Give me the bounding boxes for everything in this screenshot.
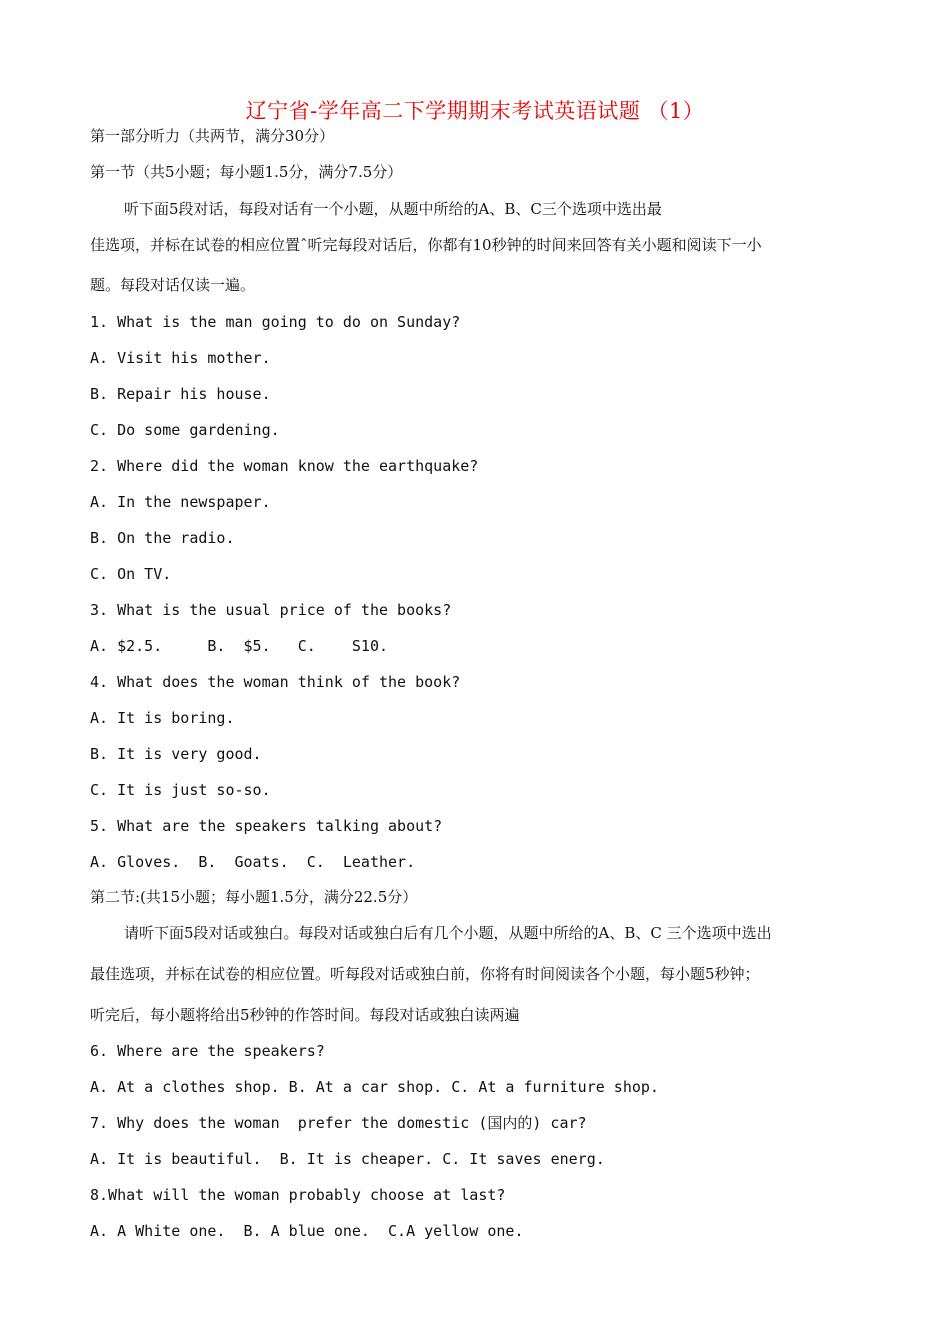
option-line: A. Gloves. B. Goats. C. Leather. — [90, 853, 416, 871]
option-line: A. In the newspaper. — [90, 493, 271, 511]
section1-heading: 第一节（共5小题；每小题1.5分，满分7.5分） — [90, 163, 403, 181]
section1-instruction-line: 听下面5段对话，每段对话有一个小题，从题中所给的A、B、C三个选项中选出最 — [124, 200, 662, 218]
question-7: 7. Why does the woman prefer the domestic (国内的) car? — [90, 1114, 587, 1132]
option-line: B. Repair his house. — [90, 385, 271, 403]
section2-heading: 第二节:(共15小题；每小题1.5分，满分22.5分） — [90, 888, 418, 906]
section1-instruction-line: 佳选项，并标在试卷的相应位置ˆ听完每段对话后，你都有10秒钟的时间来回答有关小题和阅读下一小 — [90, 236, 762, 254]
option-line: C. On TV. — [90, 565, 172, 583]
question-4: 4. What does the woman think of the book? — [90, 673, 461, 691]
question-2: 2. Where did the woman know the earthquake? — [90, 457, 479, 475]
section1-instruction-line: 题。每段对话仅读一遍。 — [90, 276, 256, 294]
option-line: C. Do some gardening. — [90, 421, 280, 439]
option-line: A. It is boring. — [90, 709, 235, 727]
option-line: A. Visit his mother. — [90, 349, 271, 367]
option-line: A. $2.5. B. $5. C. S10. — [90, 637, 389, 655]
section2-instruction-line: 请听下面5段对话或独白。每段对话或独白后有几个小题，从题中所给的A、B、C 三个选项中选出 — [124, 924, 772, 942]
question-6: 6. Where are the speakers? — [90, 1042, 325, 1060]
option-line: A. A White one. B. A blue one. C.A yellow one. — [90, 1222, 524, 1240]
option-line: C. It is just so-so. — [90, 781, 271, 799]
page-title: 辽宁省-学年高二下学期期末考试英语试题 （1） — [245, 99, 705, 123]
section2-instruction-line: 听完后，每小题将给出5秒钟的作答时间。每段对话或独白读两遍 — [90, 1006, 520, 1024]
option-line: A. It is beautiful. B. It is cheaper. C. It saves energ. — [90, 1150, 605, 1168]
part1-heading: 第一部分听力（共两节，满分30分） — [90, 127, 335, 145]
question-1: 1. What is the man going to do on Sunday? — [90, 313, 461, 331]
option-line: B. On the radio. — [90, 529, 235, 547]
section2-instruction-line: 最佳选项，并标在试卷的相应位置。听每段对话或独白前，你将有时间阅读各个小题，每小题5秒钟； — [90, 965, 760, 983]
question-3: 3. What is the usual price of the books? — [90, 601, 452, 619]
question-5: 5. What are the speakers talking about? — [90, 817, 443, 835]
option-line: B. It is very good. — [90, 745, 262, 763]
question-8: 8.What will the woman probably choose at last? — [90, 1186, 506, 1204]
option-line: A. At a clothes shop. B. At a car shop. C. At a furniture shop. — [90, 1078, 659, 1096]
